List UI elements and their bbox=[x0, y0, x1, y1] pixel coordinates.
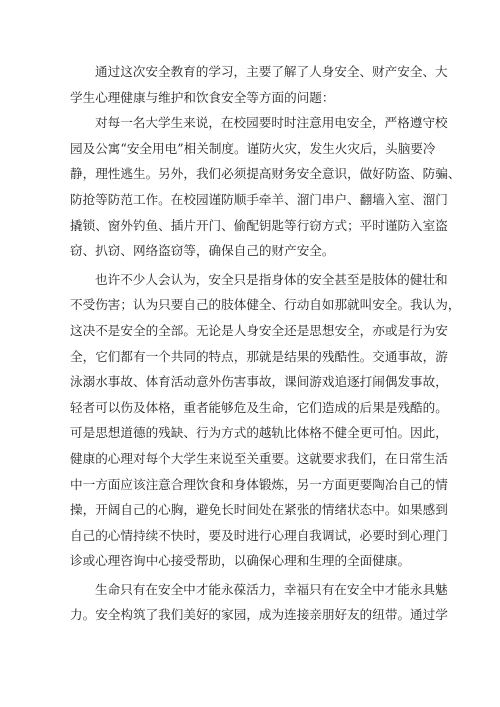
text-line: 防抢等防范工作。在校园谨防顺手牵羊、溜门串户、翻墙入室、溜门 bbox=[70, 191, 448, 207]
text-line: 健康的心理对每个大学生来说至关重要。这就要求我们，在日常生活 bbox=[70, 450, 448, 466]
text-line: 也许不少人会认为，安全只是指身体的安全甚至是肢体的健壮和 bbox=[95, 271, 448, 287]
text-line: 诊或心理咨询中心接受帮助，以确保心理和生理的全面健康。 bbox=[70, 553, 411, 569]
text-line: 园及公寓“安全用电”相关制度。谨防火灾，发生火灾后，头脑要冷 bbox=[70, 140, 436, 156]
text-line: 力。安全构筑了我们美好的家园，成为连接亲朋好友的纽带。通过学 bbox=[70, 607, 448, 623]
text-line: 生命只有在安全中才能永葆活力，幸福只有在安全中才能永具魅 bbox=[95, 581, 448, 597]
text-line: 通过这次安全教育的学习，主要了解了人身安全、财产安全、大 bbox=[95, 64, 448, 79]
paragraph-property-safety bbox=[70, 110, 461, 264]
text-line: 操，开阔自己的心胸，避免长时间处在紧张的情绪状态中。如果感到 bbox=[70, 502, 448, 518]
text-line: 静，理性逃生。另外，我们必须提高财务安全意识，做好防盗、防骗、 bbox=[70, 166, 461, 182]
text-line: 学生心理健康与维护和饮食安全等方面的问题： bbox=[70, 89, 335, 105]
paragraph-mental-health bbox=[70, 267, 461, 574]
text-line: 不受伤害；认为只要自己的肢体健全、行动自如那就叫安全。我认为， bbox=[70, 297, 461, 313]
text-line: 窃、扒窃、网络盗窃等，确保自己的财产安全。 bbox=[70, 243, 335, 259]
text-line: 中一方面应该注意合理饮食和身体锻炼，另一方面更要陶冶自己的情 bbox=[70, 476, 448, 492]
text-line: 这决不是安全的全部。无论是人身安全还是思想安全，亦或是行为安 bbox=[70, 322, 448, 338]
text-line: 对每一名大学生来说，在校园要时时注意用电安全，严格遵守校 bbox=[95, 115, 448, 131]
text-line: 轻者可以伤及体格，重者能够危及生命，它们造成的后果是残酷的。 bbox=[70, 399, 448, 415]
text-line: 自己的心情持续不快时，要及时进行心理自我调试，必要时到心理门 bbox=[70, 527, 448, 543]
text-line: 泳溺水事故、体育活动意外伤害事故，课间游戏追逐打闹偶发事故， bbox=[70, 374, 448, 390]
text-line: 可是思想道德的残缺、行为方式的越轨比体格不健全更可怕。因此， bbox=[70, 425, 448, 441]
text-line: 全，它们都有一个共同的特点，那就是结果的残酷性。交通事故，游 bbox=[70, 348, 448, 364]
document-body bbox=[70, 59, 461, 628]
paragraph-intro bbox=[70, 59, 448, 110]
text-line: 撬锁、窗外钓鱼、插片开门、偷配钥匙等行窃方式；平时谨防入室盗 bbox=[70, 217, 448, 233]
paragraph-conclusion bbox=[70, 577, 448, 628]
